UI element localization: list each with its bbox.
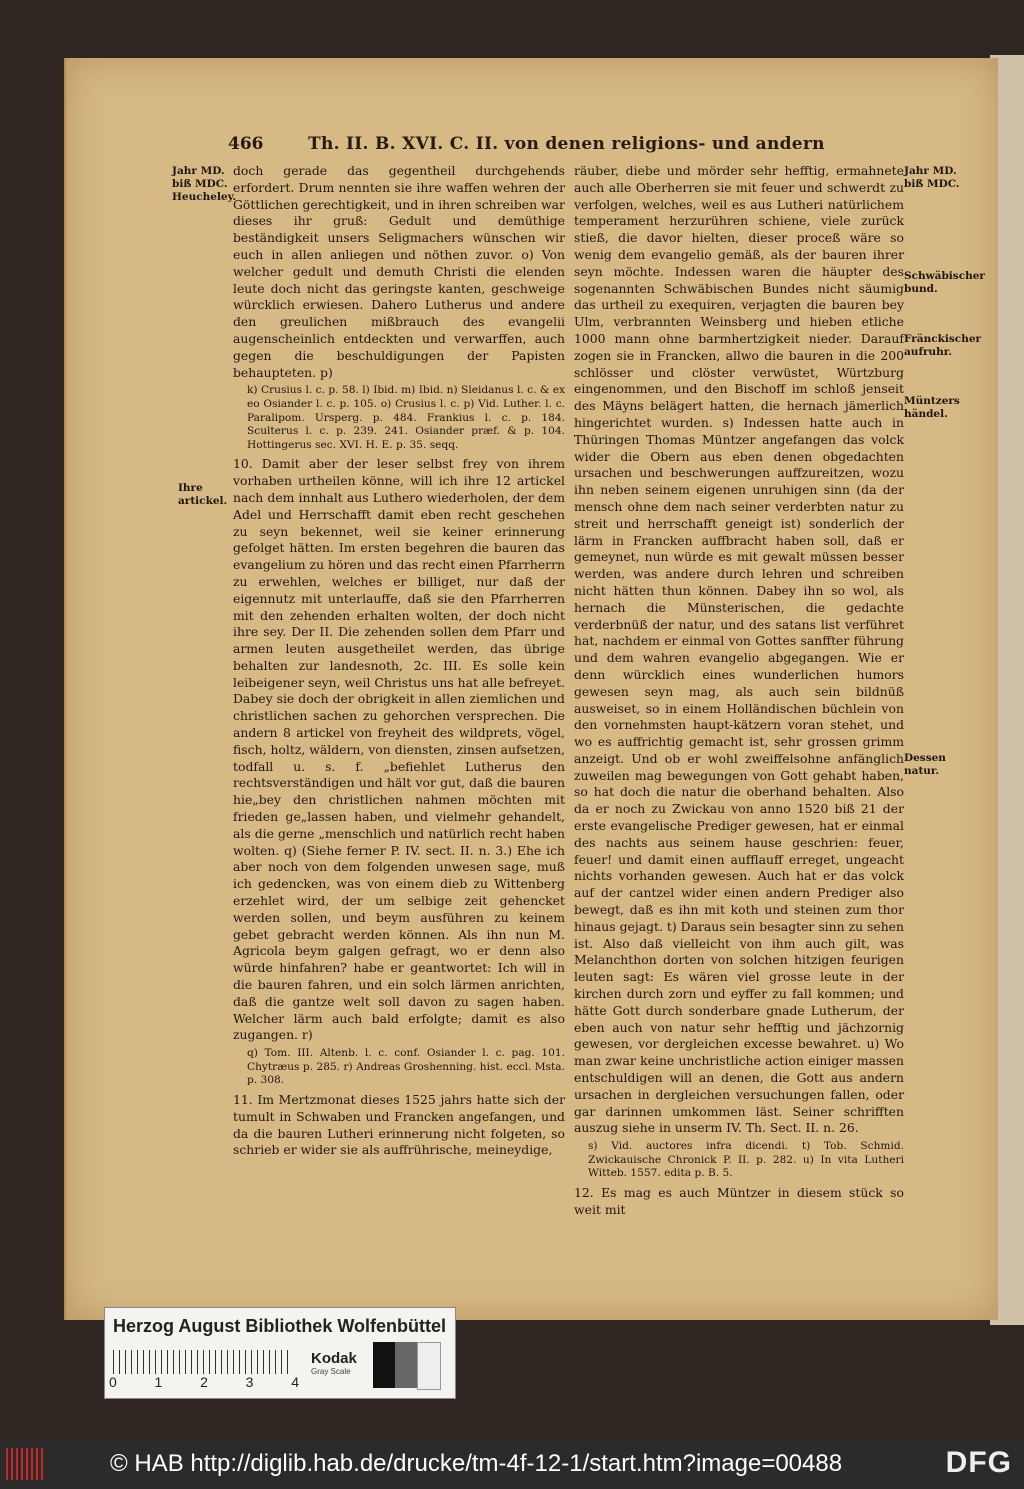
ruler-number: 2 (200, 1374, 208, 1390)
margin-note-left-1: Jahr MD. biß MDC. Heucheley. (172, 165, 237, 203)
ruler-number: 4 (291, 1374, 299, 1390)
page-header (228, 130, 968, 160)
viewer-footer (0, 1440, 1024, 1489)
margin-note-left-2: Ihre artickel. (178, 482, 228, 507)
margin-note-right-1: Jahr MD. biß MDC. (904, 165, 960, 190)
ruler-number: 3 (245, 1374, 254, 1390)
gray-swatch-white (417, 1342, 441, 1390)
ruler-number: 0 (109, 1374, 117, 1390)
footnotes: k) Crusius l. c. p. 58. l) Ibid. m) Ibid. n) Sleidanus l. c. & ex eo Osiander l. c. p. 105. o) Crusius l. c. p) Vid. Luther. l. c. Paralipom. Ursperg. p. 484. Frankius l. c. p. 184. Sculterus l. c. p. 239. 241. Osiander præf. & p. 104. Hottingerus sec. XVI. H. E. p. 35. seqq. (247, 384, 565, 451)
running-title: Th. II. B. XVI. C. II. von denen religions- und andern (308, 134, 825, 154)
text-column-right (574, 163, 904, 1219)
footnotes: q) Tom. III. Altenb. l. c. conf. Osiander l. c. pag. 101. Chytræus p. 285. r) Andreas Groshenning. hist. eccl. Msta. p. 308. (247, 1047, 565, 1087)
paragraph: 12. Es mag es auch Müntzer in diesem stück so weit mit (574, 1185, 904, 1217)
margin-note-right-3: Fränckischer aufruhr. (904, 333, 982, 358)
hab-logo-icon (6, 1448, 46, 1480)
kodak-logo (311, 1350, 357, 1376)
paragraph: 10. Damit aber der leser selbst frey von ihrem vorhaben urtheilen könne, will ich ihre 12 artickel nach dem innhalt aus Luthero wiederholen, der dem Adel und Herrschafft damit eben recht geschehen zu seyn bekennet, weil sie keiner erinnerung gefolget hätten. Im ersten begehren die bauren das evangelium zu hören und das recht einen Pfarrherrn zu erwehlen, welches er billiget, nur daß der eigennutz mit unterlauffe, daß sie den Pfarrherren mit den zehenden erhalten wolten, der doch nicht ihre sey. Der II. Die zehenden sollen dem Pfarr und armen leuten ausgetheilet werden, das übrige behalten zur landesnoth, 2c. III. Es solle kein leibeigener seyn, weil Christus uns hat alle befreyet. Dabey sie doch der obrigkeit in allen ziemlichen und christlichen sachen zu gehorchen versprechen. Die andern 8 artickel von freyheit des wildprets, vögel, fisch, holtz, wäldern, von diensten, zinsen aufsetzen, todfall u. s. f. „befiehlet Lutherus den rechtsverständigen und hält vor gut, daß die bauren hie„bey den christlichen nahmen möchten mit frieden ge„lassen haben, und vielmehr gehandelt, als die gerne „menschlich und natürlich recht haben wolten. q) (Siehe ferner P. IV. sect. II. n. 3.) Ehe ich aber noch von dem folgenden unwesen sage, muß ich gedencken, was von einem dieb zu Wittenberg erzehlet wird, der um selbige zeit gehencket werden sollen, und beym ausführen zu keinem gebet gebracht werden können. Als ihn nun M. Agricola beym galgen gefragt, wo er denn also würde hinfahren? habe er geantwortet: Ich will in die bauren fahren, und ein solch lärmen anrichten, daß die gantze welt soll davon zu sagen haben. Welcher lärm auch bald erfolgte; damit es also zugangen. r) (233, 456, 565, 1043)
library-name: Herzog August Bibliothek Wolfenbüttel (113, 1316, 446, 1336)
ruler-number: 1 (154, 1374, 163, 1390)
kodak-brand: Kodak (311, 1350, 357, 1367)
paragraph: doch gerade das gegentheil durchgehends erfordert. Drum nennten sie ihre waffen wehren der Göttlichen gerechtigkeit, und in ihren schreiben war dieses ihr gruß: Gedult und demüthige beständigkeit unsers Seligmachers wünschen wir euch in allen anliegen und nöthen zuvor. o) Von welcher gedult und demuth Christi die elenden leute doch nicht das geringste kanten, geschweige würcklich erwiesen. Dahero Lutherus und andere den greulichen mißbrauch des evangelii augenscheinlich entdeckten und verwarffen, auch gegen die beschuldigungen der Papisten behaupteten. p) (233, 163, 565, 380)
text-column-left (233, 163, 565, 1159)
gray-swatch-mid (395, 1342, 417, 1388)
paragraph: 11. Im Mertzmonat dieses 1525 jahrs hatte sich der tumult in Schwaben und Francken angefangen, und da die bauren Lutheri erinnerung nicht folgeten, so schrieb er wider sie als auffrührische, meineydige, (233, 1092, 565, 1158)
page-number: 466 (228, 134, 264, 154)
archive-color-scale-label (104, 1307, 456, 1399)
margin-note-right-5: Dessen natur. (904, 752, 946, 777)
kodak-subtitle: Gray Scale (311, 1367, 351, 1376)
measurement-ruler (113, 1350, 289, 1374)
copyright-link[interactable]: © HAB http://diglib.hab.de/drucke/tm-4f-12-1/start.htm?image=00488 (110, 1450, 843, 1477)
dfg-logo: DFG (945, 1446, 1012, 1479)
paragraph: räuber, diebe und mörder sehr hefftig, ermahnete auch alle Oberherren sie mit feuer und schwerdt zu verfolgen, welches, weil es aus Lutheri natürlichem temperament herzurühren schiene, viele zurück stieß, die davor hielten, dieser proceß wäre so wenig dem evangelio gemäß, als der bauren ihrer seyn möchte. Indessen waren die häupter des sogenannten Schwäbischen Bundes nicht säumig das urtheil zu exequiren, verjagten die bauren bey Ulm, verbrannten Weinsberg und hieben etliche 1000 mann ohne barmhertzigkeit nieder. Darauf zogen sie in Francken, allwo die bauren in die 200 schlösser und clöster verwüstet, Würtzburg eingenommen, und den Bischoff im schloß jenseit des Mäyns belägert hatten, die hernach jämerlich hingerichtet wurden. s) Indessen hatte auch in Thüringen Thomas Müntzer angefangen das volck wider die Obern aus eben denen obgedachten ursachen und beschwerungen auffzureitzen, wozu ihn neben seinem eigenen unruhigen sinn (da der mensch ohne dem nach seiner verderbten natur zu streit und herrschafft geneigt ist) sonderlich der lärm in Francken auffbracht haben soll, daß er gemeynet, nun würde es mit gewalt müssen besser werden, was andere durch lehren und schreiben nicht hätten thun können. Dabey ihn so wol, als hernach die Münsterischen, die gedachte verderbnüß der natur, und des satans list verführet hat, nachdem er einmal von Gottes sanffter führung und dem wahren evangelio abgegangen. Wie er denn würcklich eines wunderlichen humors gewesen seyn mag, als auch sein bildnüß ausweiset, so in einem Holländischen büchlein von den vornehmsten haupt-kätzern voran stehet, und wo es auffrichtig gemacht ist, sehr grossen grimm anzeigt. Und ob er wohl zweiffelsohne anfänglich zuweilen mag bewegungen von Gott gehabt haben, so hat doch die natur die oberhand behalten. Also da er noch zu Zwickau von anno 1520 biß 21 der erste evangelische Prediger gewesen, hat er einmal des nachts aus seinem hause geschrien: feuer, feuer! und damit einen aufflauff erreget, ungeacht nichts vorhanden gewesen. Auch hat er das volck auf der cantzel wider einen andern Prediger also bewegt, daß es ihn mit koth und steinen zum thor hinaus gejagt. t) Daraus sein besagter sinn zu sehen ist. Also daß vielleicht von ihm auch gilt, was Melanchthon dorten von solchen hitzigen feurigen leuten sagt: Es wären viel grosse leute in der kirchen durch zorn und eyffer zu fall kommen; und hätte Gott durch sonderbare gnade Lutherum, der eben auch von natur sehr hefftig und jächzornig gewesen, vor dergleichen excesse bewahret. u) Wo man zwar keine unchristliche action einiger massen entschuldigen will an denen, die Gott aus andern ursachen in dergleichen versuchungen fallen, oder gar darinnen umkommen läst. Seiner schrifften auszug siehe in unserm IV. Th. Sect. II. n. 26. (574, 163, 904, 1136)
margin-note-right-4: Müntzers händel. (904, 395, 960, 420)
gray-swatch-black (373, 1342, 395, 1388)
margin-note-right-2: Schwäbischer bund. (904, 270, 985, 295)
ruler-numbers (109, 1374, 299, 1390)
footnotes: s) Vid. auctores infra dicendi. t) Tob. Schmid. Zwickauische Chronick P. II. p. 282. u) In vita Lutheri Witteb. 1557. edita p. B. 5. (588, 1140, 904, 1180)
